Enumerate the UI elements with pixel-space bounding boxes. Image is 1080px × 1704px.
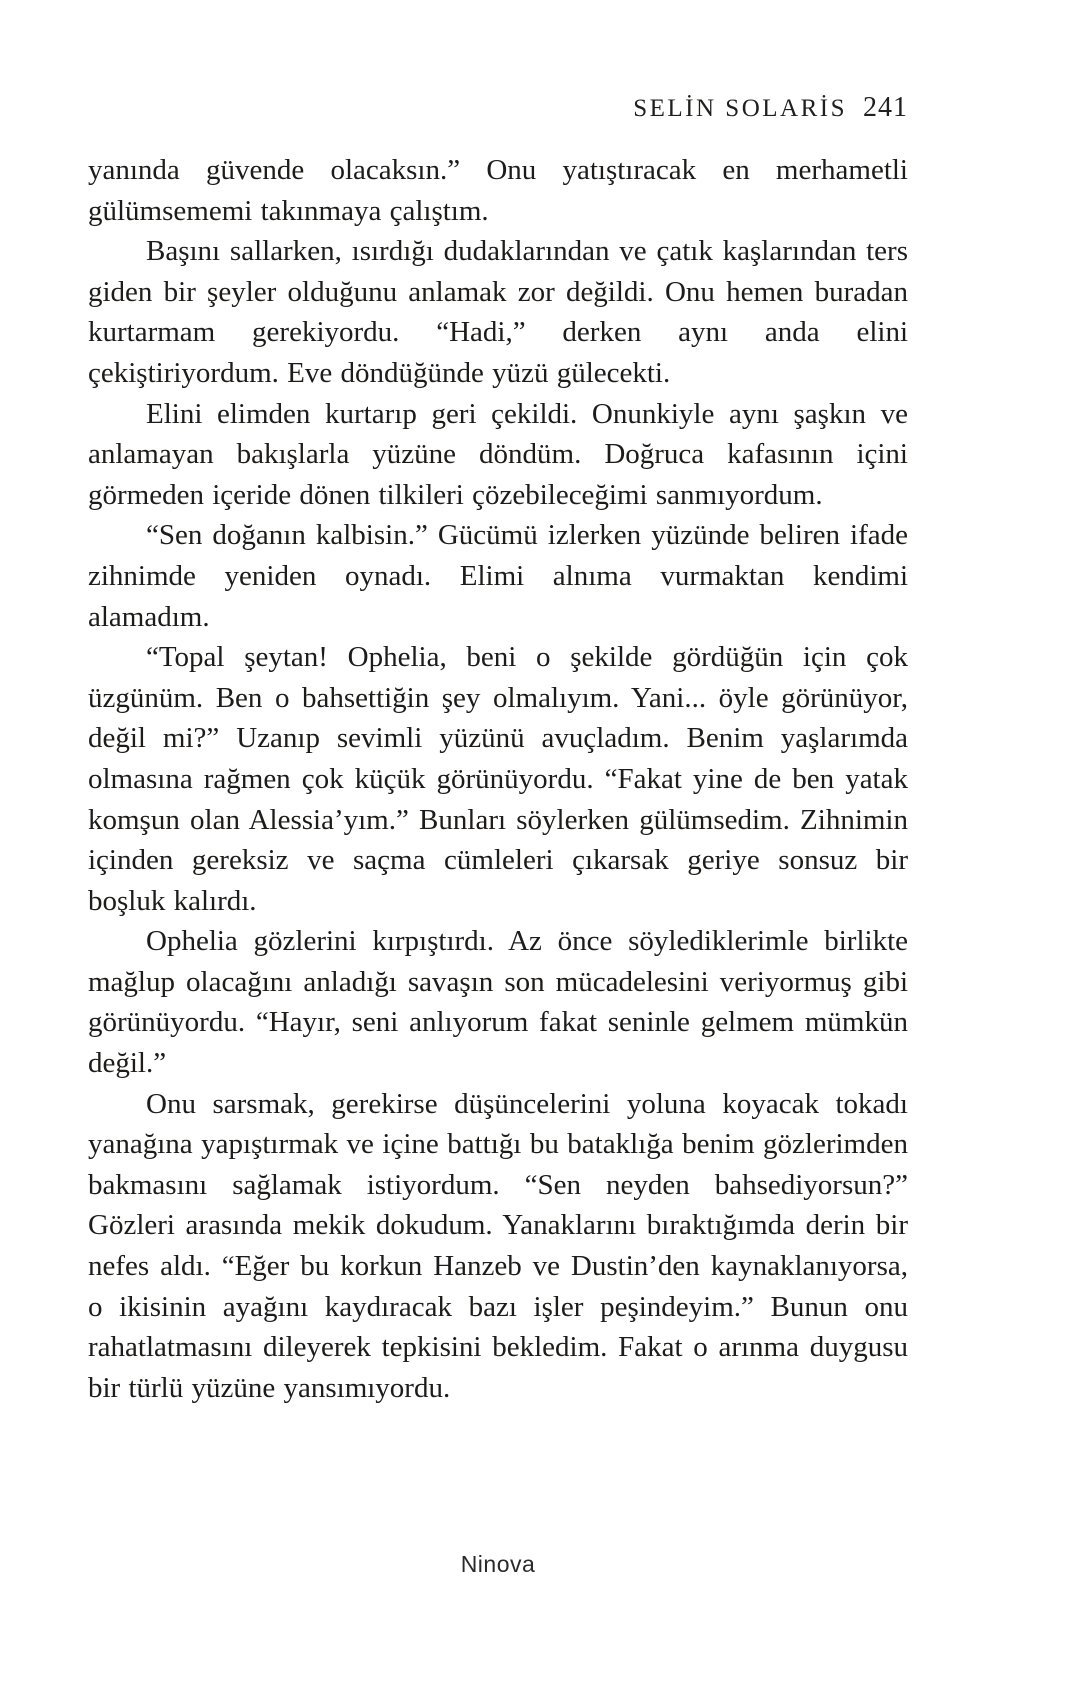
running-title: SELİN SOLARİS: [633, 95, 847, 122]
paragraph: “Topal şeytan! Ophelia, beni o şekilde gördüğün için çok üzgünüm. Ben o bahsettiğin şey olmalıyım. Yani... öyle görünüyor, değil mi?” Uzanıp sevimli yüzünü avuçladım. Benim yaşlarımda olmasına rağmen çok küçük görünüyordu. “Fakat yine de ben yatak komşun olan Alessia’yım.” Bunları söylerken gülümsedim. Zihnimin içinden gereksiz ve saçma cümleleri çıkarsak geriye sonsuz bir boşluk kalırdı.: [88, 641, 908, 917]
paragraph: Elini elimden kurtarıp geri çekildi. Onunkiyle aynı şaşkın ve anlamayan bakışlarla yüzüne döndüm. Doğruca kafasının içini görmeden içeride dönen tilkileri çözebileceğimi sanmıyordum.: [88, 397, 908, 511]
paragraph: “Sen doğanın kalbisin.” Gücümü izlerken yüzünde beliren ifade zihnimde yeniden oynadı. Elimi alnıma vurmaktan kendimi alamadım.: [88, 519, 908, 633]
paragraph: Başını sallarken, ısırdığı dudaklarından ve çatık kaşlarından ters giden bir şeyler olduğunu anlamak zor değildi. Onu hemen buradan kurtarmam gerekiyordu. “Hadi,” derken aynı anda elini çekiştiriyordum. Eve döndüğünde yüzü gülecekti.: [88, 235, 908, 389]
publisher-name: Ninova: [460, 1551, 536, 1577]
paragraph: yanında güvende olacaksın.” Onu yatıştıracak en merhametli gülümsememi takınmaya çalıştım.: [88, 154, 908, 227]
page-body: [88, 150, 908, 1408]
page-number: 241: [863, 92, 908, 123]
paragraph: Ophelia gözlerini kırpıştırdı. Az önce söylediklerimle birlikte mağlup olacağını anladığı savaşın son mücadelesini veriyormuş gibi görünüyordu. “Hayır, seni anlıyorum fakat seninle gelmem mümkün değil.”: [88, 925, 908, 1080]
paragraph: Onu sarsmak, gerekirse düşüncelerini yoluna koyacak tokadı yanağına yapıştırmak ve içine battığı bu bataklığa benim gözlerimden bakmasını sağlamak istiyordum. “Sen neyden bahsediyorsun?” Gözleri arasında mekik dokudum. Yanaklarını bıraktığımda derin bir nefes aldı. “Eğer bu korkun Hanzeb ve Dustin’den kaynaklanıyorsa, o ikisinin ayağını kaydıracak bazı işler peşindeyim.” Bunun onu rahatlatmasını dileyerek tepkisini bekledim. Fakat o arınma duygusu bir türlü yüzüne yansımıyordu.: [88, 1087, 908, 1404]
page-footer: [88, 1551, 908, 1578]
running-header: [88, 92, 908, 124]
